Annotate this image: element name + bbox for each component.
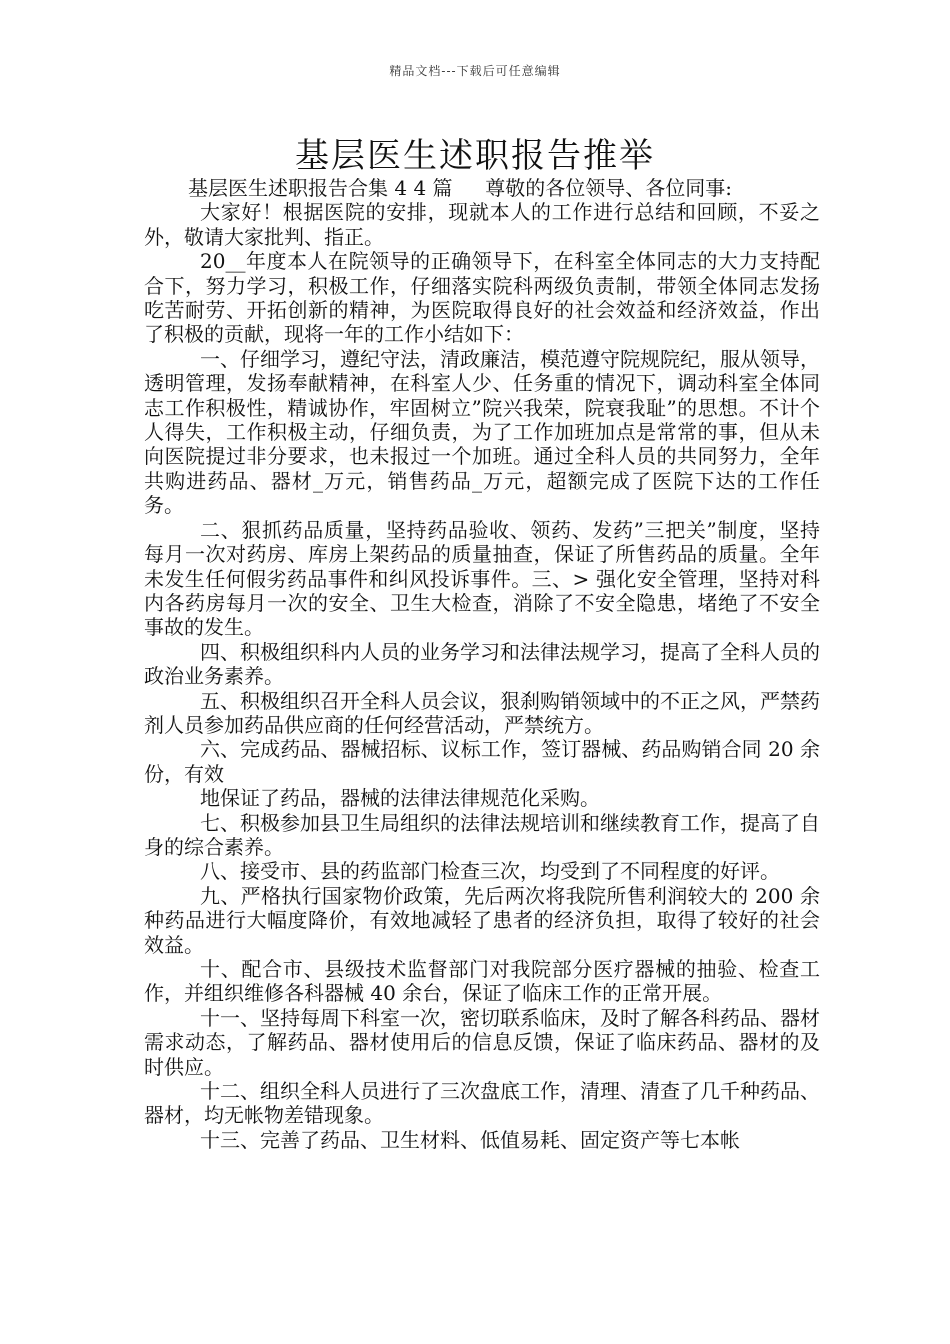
paragraph: 九、严格执行国家物价政策，先后两次将我院所售利润较大的 200 余种药品进行大幅度降价，有效地减轻了患者的经济负担，取得了较好的社会效益。 <box>144 883 820 957</box>
paragraph: 十二、组织全科人员进行了三次盘底工作，清理、清查了几千种药品、器材，均无帐物差错现象。 <box>144 1079 820 1128</box>
paragraph: 一、仔细学习，遵纪守法，清政廉洁，模范遵守院规院纪，服从领导，透明管理，发扬奉献精神，在科室人少、任务重的情况下，调动科室全体同志工作积极性，精诚协作，牢固树立”院兴我荣，院衰我耻”的思想。不计个人得失，工作积极主动，仔细负责，为了工作加班加点是常常的事，但从未向医院提过非分要求，也未报过一个加班。通过全科人员的共同努力，全年共购进药品、器材_万元，销售药品_万元，超额完成了医院下达的工作任务。 <box>144 346 820 518</box>
paragraph: 二、狠抓药品质量，坚持药品验收、领药、发药”三把关”制度，坚持每月一次对药房、库房上架药品的质量抽查，保证了所售药品的质量。全年未发生任何假劣药品事件和纠风投诉事件。三、> 强化安全管理，坚持对科内各药房每月一次的安全、卫生大检查，消除了不安全隐患，堵绝了不安全事故的发生。 <box>144 517 820 640</box>
paragraph: 十一、坚持每周下科室一次，密切联系临床，及时了解各科药品、器材需求动态，了解药品、器材使用后的信息反馈，保证了临床药品、器材的及时供应。 <box>144 1005 820 1079</box>
paragraph: 地保证了药品，器械的法律法律规范化采购。 <box>200 786 600 811</box>
paragraph: 20__年度本人在院领导的正确领导下，在科室全体同志的大力支持配合下，努力学习，积极工作，仔细落实院科两级负责制，带领全体同志发扬吃苦耐劳、开拓创新的精神，为医院取得良好的社会效益和经济效益，作出了积极的贡献，现将一年的工作小结如下： <box>144 249 820 347</box>
paragraph: 十三、完善了药品、卫生材料、低值易耗、固定资产等七本帐 <box>200 1127 740 1152</box>
paragraph: 八、接受市、县的药监部门检查三次，均受到了不同程度的好评。 <box>200 859 780 884</box>
document-body <box>144 176 820 1152</box>
paragraph: 四、积极组织科内人员的业务学习和法律法规学习，提高了全科人员的政治业务素养。 <box>144 639 820 689</box>
document-title: 基层医生述职报告推举 <box>295 136 655 176</box>
paragraph: 七、积极参加县卫生局组织的法律法规培训和继续教育工作，提高了自身的综合素养。 <box>144 810 820 859</box>
paragraph: 大家好！根据医院的安排，现就本人的工作进行总结和回顾，不妥之外，敬请大家批判、指正。 <box>144 200 820 249</box>
paragraph: 六、完成药品、器械招标、议标工作，签订器械、药品购销合同 20 余份，有效 <box>144 737 820 786</box>
page-header-note: 精品文档---下载后可任意编辑 <box>389 64 561 78</box>
paragraph: 十、配合市、县级技术监督部门对我院部分医疗器械的抽验、检查工作，并组织维修各科器械 40 余台，保证了临床工作的正常开展。 <box>144 957 820 1006</box>
paragraph: 五、积极组织召开全科人员会议，狠刹购销领域中的不正之风，严禁药剂人员参加药品供应商的任何经营活动，严禁统方。 <box>144 688 820 737</box>
paragraph-intro: 基层医生述职报告合集 4 4 篇 尊敬的各位领导、各位同事: <box>188 176 732 200</box>
